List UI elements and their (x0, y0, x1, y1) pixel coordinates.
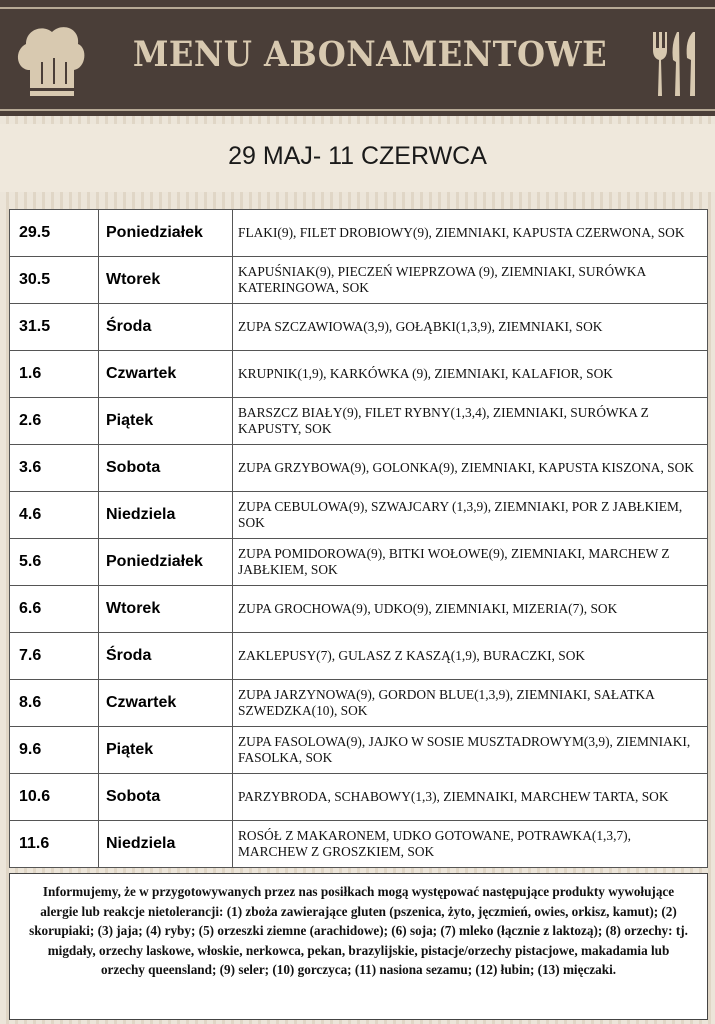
allergen-info (9, 873, 708, 1020)
menu-day: Wtorek (99, 257, 233, 304)
menu-dishes: ZUPA GRZYBOWA(9), GOLONKA(9), ZIEMNIAKI, KAPUSTA KISZONA, SOK (233, 445, 708, 492)
menu-row (10, 304, 708, 351)
chef-hat-icon (14, 22, 88, 104)
header-stripe-bottom (0, 109, 715, 111)
menu-table (9, 209, 708, 868)
menu-date: 8.6 (10, 680, 99, 727)
menu-day: Wtorek (99, 586, 233, 633)
menu-date: 1.6 (10, 351, 99, 398)
menu-day: Środa (99, 633, 233, 680)
menu-dishes: ZUPA SZCZAWIOWA(3,9), GOŁĄBKI(1,3,9), ZIEMNIAKI, SOK (233, 304, 708, 351)
menu-dishes: ZUPA GROCHOWA(9), UDKO(9), ZIEMNIAKI, MIZERIA(7), SOK (233, 586, 708, 633)
menu-day: Czwartek (99, 680, 233, 727)
menu-dishes: ROSÓŁ Z MAKARONEM, UDKO GOTOWANE, POTRAWKA(1,3,7), MARCHEW Z GROSZKIEM, SOK (233, 821, 708, 868)
cutlery-icon (649, 30, 705, 98)
menu-dishes: ZUPA FASOLOWA(9), JAJKO W SOSIE MUSZTADROWYM(3,9), ZIEMNIAKI, FASOLKA, SOK (233, 727, 708, 774)
menu-date: 3.6 (10, 445, 99, 492)
menu-row (10, 633, 708, 680)
menu-dishes: PARZYBRODA, SCHABOWY(1,3), ZIEMNAIKI, MARCHEW TARTA, SOK (233, 774, 708, 821)
menu-date: 2.6 (10, 398, 99, 445)
menu-day: Środa (99, 304, 233, 351)
menu-row (10, 680, 708, 727)
menu-date: 31.5 (10, 304, 99, 351)
menu-row (10, 445, 708, 492)
menu-date: 7.6 (10, 633, 99, 680)
menu-dishes: ZUPA POMIDOROWA(9), BITKI WOŁOWE(9), ZIEMNIAKI, MARCHEW Z JABŁKIEM, SOK (233, 539, 708, 586)
menu-dishes: KAPUŚNIAK(9), PIECZEŃ WIEPRZOWA (9), ZIEMNIAKI, SURÓWKA KATERINGOWA, SOK (233, 257, 708, 304)
allergen-text: Informujemy, że w przygotowywanych przez nas posiłkach mogą występować następujące produkty wywołujące alergie lub reakcje nietolerancji: (1) zboża zawierające gluten (pszenica, żyto, jęczmień, owies, orkisz, kamut); (2) skorupiaki; (3) jaja; (4) ryby; (5) orzeszki ziemne (arachidowe); (6) soja; (7) mleko (łącznie z laktozą); (8) orzechy: tj. migdały, orzechy laskowe, włoskie, nerkowca, pekan, brazylijskie, pistacje/orzechy pistacjowe, makadamia lub orzechy queensland; (9) seler; (10) gorczyca; (11) nasiona sezamu; (12) łubin; (13) mięczaki. (29, 884, 688, 977)
menu-date: 29.5 (10, 210, 99, 257)
menu-dishes: KRUPNIK(1,9), KARKÓWKA (9), ZIEMNIAKI, KALAFIOR, SOK (233, 351, 708, 398)
menu-day: Czwartek (99, 351, 233, 398)
menu-date: 4.6 (10, 492, 99, 539)
menu-row (10, 821, 708, 868)
menu-row (10, 539, 708, 586)
menu-dishes: FLAKI(9), FILET DROBIOWY(9), ZIEMNIAKI, KAPUSTA CZERWONA, SOK (233, 210, 708, 257)
header-bar (0, 0, 715, 116)
menu-row (10, 210, 708, 257)
menu-dishes: ZUPA JARZYNOWA(9), GORDON BLUE(1,3,9), ZIEMNIAKI, SAŁATKA SZWEDZKA(10), SOK (233, 680, 708, 727)
menu-row (10, 774, 708, 821)
menu-dishes: BARSZCZ BIAŁY(9), FILET RYBNY(1,3,4), ZIEMNIAKI, SURÓWKA Z KAPUSTY, SOK (233, 398, 708, 445)
period-title: 29 MAJ- 11 CZERWCA (228, 142, 487, 170)
menu-date: 30.5 (10, 257, 99, 304)
menu-day: Poniedziałek (99, 539, 233, 586)
menu-row (10, 351, 708, 398)
menu-day: Piątek (99, 727, 233, 774)
menu-day: Sobota (99, 445, 233, 492)
menu-row (10, 727, 708, 774)
menu-row (10, 398, 708, 445)
menu-date: 6.6 (10, 586, 99, 633)
menu-day: Poniedziałek (99, 210, 233, 257)
header-stripe-top (0, 7, 715, 9)
menu-row (10, 257, 708, 304)
menu-day: Sobota (99, 774, 233, 821)
menu-date: 11.6 (10, 821, 99, 868)
menu-title: MENU ABONAMENTOWE (132, 34, 608, 75)
menu-day: Piątek (99, 398, 233, 445)
menu-date: 5.6 (10, 539, 99, 586)
menu-dishes: ZUPA CEBULOWA(9), SZWAJCARY (1,3,9), ZIEMNIAKI, POR Z JABŁKIEM, SOK (233, 492, 708, 539)
menu-dishes: ZAKLEPUSY(7), GULASZ Z KASZĄ(1,9), BURACZKI, SOK (233, 633, 708, 680)
menu-day: Niedziela (99, 821, 233, 868)
period-band (0, 124, 715, 192)
menu-day: Niedziela (99, 492, 233, 539)
menu-row (10, 586, 708, 633)
menu-date: 9.6 (10, 727, 99, 774)
menu-date: 10.6 (10, 774, 99, 821)
menu-row (10, 492, 708, 539)
